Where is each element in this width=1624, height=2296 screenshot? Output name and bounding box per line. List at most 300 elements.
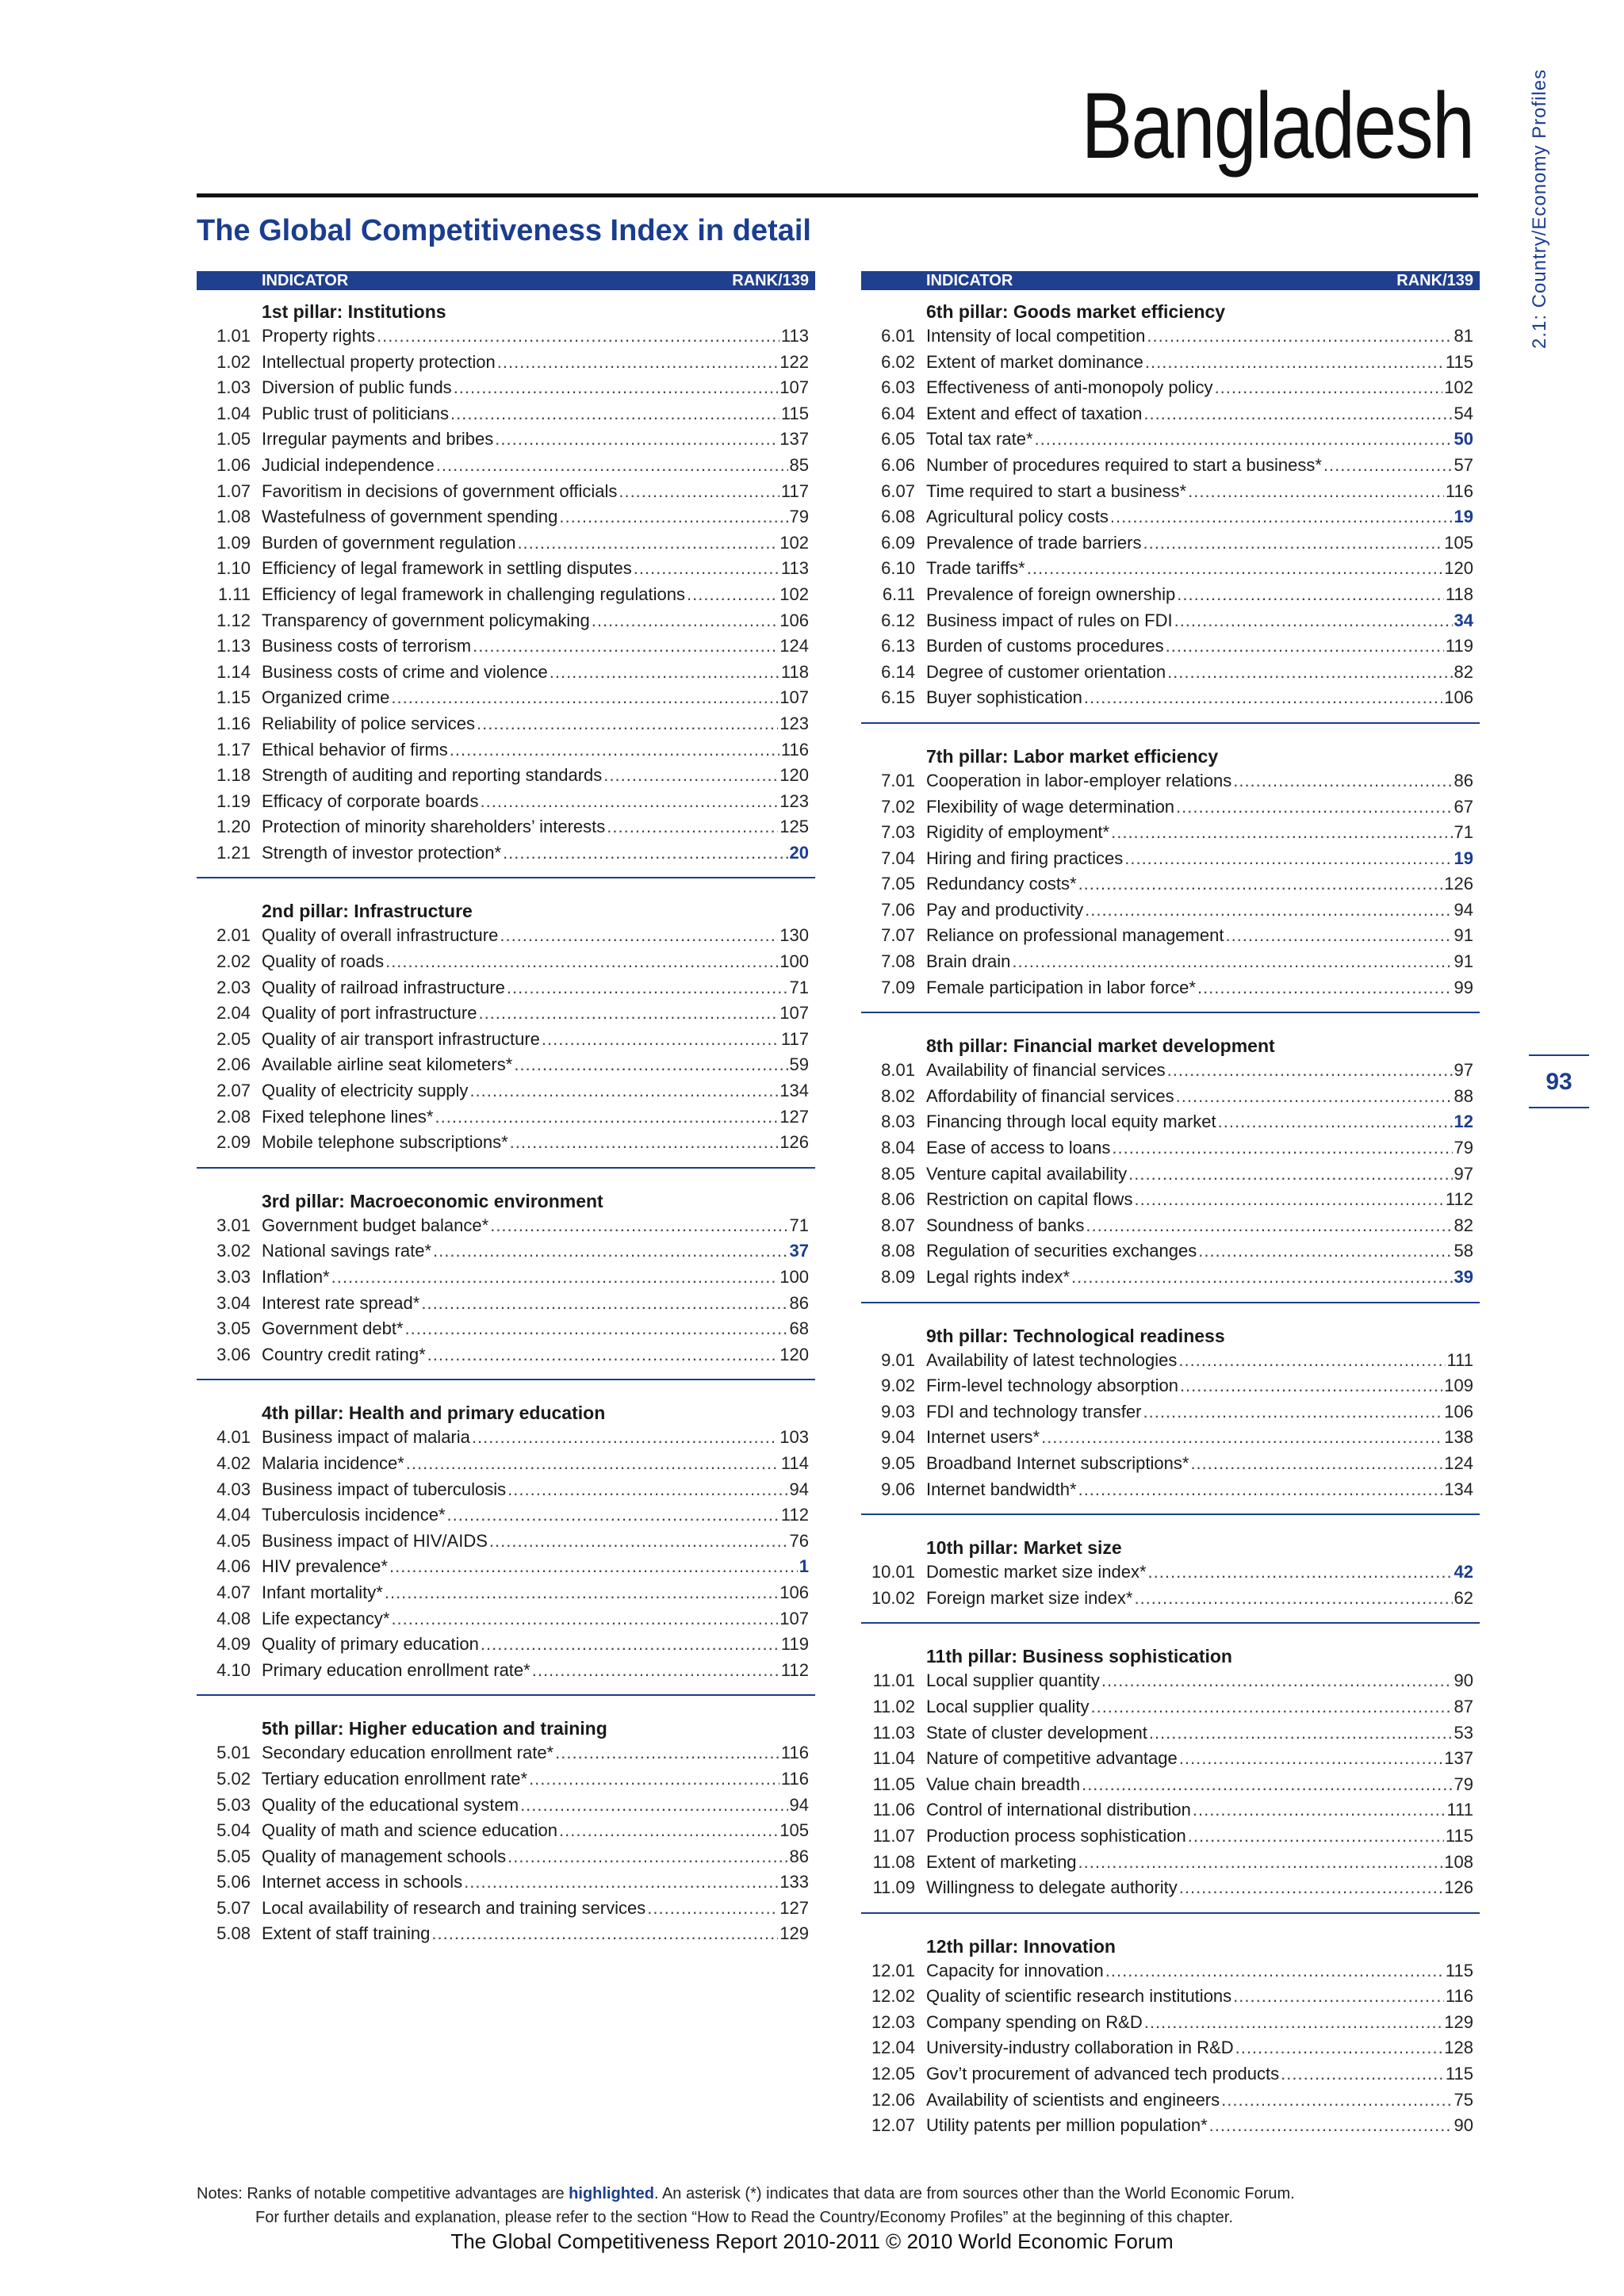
indicator-rank: 102	[779, 532, 809, 553]
indicator-code: 4.05	[216, 1530, 251, 1551]
indicator-name-cell	[926, 1058, 1454, 1084]
table-row	[861, 1958, 1480, 1984]
dot-leader	[500, 923, 778, 949]
indicator-rank: 86	[789, 1292, 809, 1313]
indicator-rank: 120	[779, 765, 809, 786]
table-row	[861, 530, 1480, 557]
dot-leader	[1110, 504, 1453, 530]
indicator-code: 7.08	[881, 951, 915, 972]
pillar-title: 4th pillar: Health and primary education	[262, 1402, 606, 1424]
table-row	[861, 1586, 1480, 1612]
dot-leader	[427, 1342, 779, 1368]
indicator-name-cell	[262, 1921, 779, 1947]
indicator-label: Public trust of politicians	[262, 403, 449, 423]
indicator-code: 6.01	[881, 326, 915, 346]
section-heading: The Global Competitiveness Index in detail	[197, 214, 811, 247]
indicator-rank: 129	[1444, 2011, 1473, 2032]
table-row	[197, 1632, 815, 1658]
indicator-rank: 118	[1445, 584, 1473, 604]
dot-leader	[1085, 897, 1452, 924]
table-row	[861, 794, 1480, 821]
indicator-code: 2.07	[216, 1081, 251, 1101]
indicator-label: Availability of latest technologies	[926, 1349, 1178, 1370]
indicator-name-cell	[262, 556, 781, 582]
indicator-name-cell	[926, 1694, 1454, 1720]
indicator-rank: 124	[1444, 1452, 1473, 1473]
table-row	[197, 1921, 815, 1947]
indicator-label: Control of international distribution	[926, 1800, 1191, 1820]
indicator-code: 7.03	[881, 822, 915, 843]
table-row	[861, 1850, 1480, 1876]
indicator-rank: 105	[779, 1820, 809, 1841]
indicator-rank: 58	[1454, 1241, 1473, 1261]
table-row	[197, 427, 815, 453]
table-row	[861, 1772, 1480, 1798]
indicator-code: 11.05	[872, 1774, 915, 1794]
table-row	[197, 1213, 815, 1239]
indicator-code: 4.10	[216, 1659, 251, 1680]
table-row	[861, 1399, 1480, 1425]
indicator-rank: 123	[779, 790, 809, 811]
indicator-name-cell	[926, 401, 1454, 427]
indicator-code: 7.04	[881, 848, 915, 868]
indicator-name-cell	[926, 1451, 1444, 1477]
notes-line-2: For further details and explanation, please refer to the section “How to Read the Country/Economy Profiles” at the beginning of this chapter.	[255, 2209, 1233, 2226]
dot-leader	[1144, 2010, 1443, 2036]
dot-leader	[1143, 1399, 1442, 1425]
indicator-code: 2.04	[216, 1003, 251, 1024]
pillar-title: 11th pillar: Business sophistication	[926, 1646, 1232, 1667]
indicator-name-cell	[926, 608, 1454, 634]
table-row	[197, 1793, 815, 1819]
indicator-rank: 126	[1444, 1877, 1473, 1898]
dot-leader	[472, 1425, 778, 1451]
indicator-label: Property rights	[262, 326, 376, 346]
indicator-name-cell	[262, 530, 779, 557]
rank-header: RANK/139	[1396, 271, 1473, 289]
indicator-rank: 134	[779, 1081, 809, 1101]
indicator-label: Value chain breadth	[926, 1774, 1081, 1794]
indicator-rank: 106	[779, 610, 809, 630]
dot-leader	[1027, 556, 1443, 582]
indicator-rank: 126	[1444, 874, 1473, 894]
indicator-name-cell	[262, 1740, 781, 1766]
table-row	[197, 660, 815, 686]
table-row	[197, 375, 815, 401]
notes-highlight-word: highlighted	[569, 2185, 654, 2202]
indicator-label: Nature of competitive advantage	[926, 1748, 1178, 1769]
indicator-rank: 102	[1444, 377, 1473, 398]
indicator-name-cell	[926, 1109, 1454, 1135]
dot-leader	[1105, 1958, 1444, 1984]
page-number-block	[1529, 1054, 1589, 1108]
table-row	[197, 1342, 815, 1368]
dot-leader	[454, 375, 779, 401]
table-row	[197, 763, 815, 789]
table-row	[197, 1658, 815, 1684]
indicator-code: 11.01	[872, 1670, 915, 1691]
indicator-code: 4.09	[216, 1634, 251, 1655]
dot-leader	[385, 1580, 778, 1606]
indicator-rank: 106	[1444, 1401, 1473, 1422]
indicator-code: 4.08	[216, 1608, 251, 1628]
indicator-name-cell	[262, 1130, 779, 1156]
indicator-name-cell	[926, 2113, 1454, 2139]
indicator-name-cell	[926, 1823, 1446, 1850]
dot-leader	[555, 1740, 779, 1766]
table-row	[861, 897, 1480, 924]
indicator-label: State of cluster development	[926, 1722, 1147, 1743]
indicator-label: Quality of scientific research institutions	[926, 1986, 1232, 2007]
indicator-label: National savings rate*	[262, 1241, 432, 1261]
indicator-label: Tertiary education enrollment rate*	[262, 1768, 528, 1789]
indicator-name-cell	[926, 820, 1454, 846]
indicator-label: Time required to start a business*	[926, 480, 1187, 501]
indicator-name-cell	[262, 660, 781, 686]
indicator-rank: 127	[779, 1897, 809, 1918]
indicator-rank: 120	[1444, 558, 1473, 579]
indicator-label: Pay and productivity	[926, 899, 1084, 920]
indicator-name-cell	[926, 685, 1444, 711]
indicator-label: Favoritism in decisions of government officials	[262, 480, 618, 501]
page-number: 93	[1545, 1069, 1572, 1095]
indicator-label: Quality of overall infrastructure	[262, 925, 499, 946]
notes	[197, 2182, 1497, 2229]
indicator-rank: 75	[1454, 2089, 1473, 2110]
right-indicator-table	[861, 271, 1480, 2139]
indicator-rank: 1	[799, 1556, 809, 1577]
indicator-label: Venture capital availability	[926, 1163, 1128, 1184]
indicator-code: 1.21	[216, 842, 251, 863]
dot-leader	[495, 427, 778, 453]
indicator-code: 1.01	[216, 326, 251, 346]
indicator-name-cell	[262, 1793, 790, 1819]
indicator-rank: 107	[779, 687, 809, 708]
table-row	[861, 1451, 1480, 1477]
dot-leader	[481, 1632, 779, 1658]
pillar-title: 9th pillar: Technological readiness	[926, 1325, 1225, 1346]
indicator-label: Willingness to delegate authority	[926, 1877, 1178, 1898]
indicator-name-cell	[926, 350, 1446, 376]
pillar-section	[197, 1167, 815, 1368]
indicator-label: Trade tariffs*	[926, 558, 1025, 579]
pillar-section	[861, 1302, 1480, 1503]
indicator-rank: 37	[789, 1241, 809, 1261]
indicator-code: 1.06	[216, 454, 251, 475]
side-section-label: 2.1: Country/Economy Profiles	[1529, 68, 1550, 349]
table-row	[861, 375, 1480, 401]
indicator-name-cell	[262, 608, 779, 634]
indicator-label: Regulation of securities exchanges	[926, 1241, 1197, 1261]
indicator-label: Broadband Internet subscriptions*	[926, 1452, 1189, 1473]
indicator-name-cell	[926, 1348, 1447, 1374]
indicator-label: University-industry collaboration in R&D	[926, 2038, 1234, 2058]
indicator-name-cell	[926, 1135, 1454, 1161]
indicator-name-cell	[262, 737, 781, 763]
indicator-rank: 94	[1454, 899, 1473, 920]
indicator-label: FDI and technology transfer	[926, 1401, 1142, 1422]
indicator-rank: 86	[1454, 770, 1473, 790]
indicator-code: 2.09	[216, 1132, 251, 1153]
indicator-name-cell	[926, 1187, 1446, 1213]
indicator-code: 3.05	[216, 1318, 251, 1339]
indicator-label: Availability of financial services	[926, 1060, 1166, 1081]
indicator-code: 10.01	[871, 1562, 915, 1582]
indicator-name-cell	[262, 1316, 790, 1342]
indicator-name-cell	[262, 1632, 781, 1658]
table-row	[197, 1606, 815, 1632]
dot-leader	[1235, 2035, 1443, 2061]
dot-leader	[477, 711, 778, 737]
indicator-code: 6.05	[881, 429, 915, 450]
dot-leader	[508, 1477, 787, 1503]
table-row	[197, 711, 815, 737]
table-row	[197, 1001, 815, 1027]
indicator-rank: 115	[1445, 1960, 1473, 1980]
indicator-label: Tuberculosis incidence*	[262, 1505, 446, 1525]
indicator-name-cell	[262, 427, 779, 453]
indicator-label: Efficiency of legal framework in settling disputes	[262, 558, 632, 579]
indicator-code: 7.07	[881, 925, 915, 946]
dot-leader	[647, 1896, 778, 1922]
indicator-code: 6.10	[881, 558, 915, 579]
indicator-label: Ease of access to loans	[926, 1138, 1111, 1158]
table-row	[197, 1130, 815, 1156]
pillar-title: 3rd pillar: Macroeconomic environment	[262, 1190, 603, 1211]
dot-leader	[1143, 401, 1452, 427]
indicator-name-cell	[262, 763, 779, 789]
indicator-name-cell	[926, 556, 1444, 582]
indicator-label: Available airline seat kilometers*	[262, 1054, 513, 1075]
indicator-label: Quality of management schools	[262, 1846, 507, 1866]
indicator-rank: 116	[780, 1743, 809, 1763]
indicator-rank: 88	[1454, 1085, 1473, 1106]
indicator-label: Efficacy of corporate boards	[262, 790, 479, 811]
indicator-rank: 108	[1444, 1851, 1473, 1872]
indicator-rank: 112	[780, 1659, 809, 1680]
table-row	[197, 949, 815, 975]
pillar-section	[861, 1912, 1480, 2139]
indicator-code: 7.06	[881, 899, 915, 920]
indicator-code: 9.02	[881, 1376, 915, 1396]
indicator-code: 4.07	[216, 1582, 251, 1602]
indicator-label: Quality of electricity supply	[262, 1081, 469, 1101]
indicator-label: Redundancy costs*	[926, 874, 1077, 894]
table-row	[197, 1896, 815, 1922]
dot-leader	[1147, 323, 1452, 350]
table-row	[197, 1425, 815, 1451]
indicator-name-cell	[926, 1958, 1446, 1984]
table-row	[861, 949, 1480, 975]
indicator-rank: 71	[789, 977, 809, 997]
indicator-name-cell	[262, 1529, 790, 1555]
indicator-label: Degree of customer orientation	[926, 661, 1166, 682]
indicator-code: 2.01	[216, 925, 251, 946]
table-row	[861, 1875, 1480, 1901]
indicator-code: 9.05	[881, 1452, 915, 1473]
indicator-label: Local supplier quantity	[926, 1670, 1100, 1691]
dot-leader	[1041, 1425, 1442, 1451]
indicator-code: 1.09	[216, 532, 251, 553]
table-row	[197, 504, 815, 530]
indicator-code: 8.05	[881, 1163, 915, 1184]
table-row	[197, 923, 815, 949]
indicator-label: Flexibility of wage determination	[926, 796, 1175, 817]
indicator-code: 8.08	[881, 1241, 915, 1261]
indicator-code: 2.08	[216, 1106, 251, 1127]
indicator-code: 7.02	[881, 796, 915, 817]
dot-leader	[1215, 375, 1443, 401]
table-row	[197, 1316, 815, 1342]
indicator-rank: 82	[1454, 661, 1473, 682]
indicator-rank: 112	[1445, 1189, 1473, 1210]
table-row	[197, 737, 815, 763]
indicator-rank: 117	[780, 480, 809, 501]
notes-prefix: Notes: Ranks of notable competitive advantages are	[197, 2185, 569, 2202]
dot-leader	[405, 1316, 788, 1342]
indicator-code: 1.19	[216, 790, 251, 811]
notes-line1-rest: . An asterisk (*) indicates that data are from sources other than the World Economic Forum.	[653, 2185, 1295, 2202]
indicator-label: Internet users*	[926, 1427, 1040, 1448]
indicator-rank: 107	[779, 1608, 809, 1628]
table-row	[861, 1797, 1480, 1823]
indicator-code: 2.06	[216, 1054, 251, 1075]
indicator-code: 11.08	[872, 1851, 915, 1872]
table-header	[861, 271, 1480, 290]
indicator-rank: 100	[779, 951, 809, 972]
table-row	[861, 1984, 1480, 2010]
indicator-code: 6.02	[881, 351, 915, 372]
pillar-section	[197, 877, 815, 1155]
table-row	[861, 2061, 1480, 2087]
indicator-code: 6.09	[881, 532, 915, 553]
dot-leader	[507, 975, 788, 1001]
indicator-label: Diversion of public funds	[262, 377, 452, 398]
table-row	[861, 2010, 1480, 2036]
indicator-code: 6.06	[881, 454, 915, 475]
table-row	[861, 1668, 1480, 1694]
dot-leader	[1197, 975, 1453, 1001]
indicator-code: 1.18	[216, 765, 251, 786]
table-row	[197, 633, 815, 660]
pillar-title: 12th pillar: Innovation	[926, 1935, 1116, 1957]
indicator-rank: 12	[1454, 1112, 1473, 1132]
indicator-label: Quality of the educational system	[262, 1794, 519, 1815]
indicator-rank: 116	[1445, 1986, 1473, 2007]
table-row	[861, 685, 1480, 711]
right-table-body	[861, 300, 1480, 2139]
indicator-label: Effectiveness of anti-monopoly policy	[926, 377, 1213, 398]
indicator-rank: 123	[779, 713, 809, 733]
indicator-code: 3.06	[216, 1344, 251, 1364]
dot-leader	[406, 1451, 779, 1477]
indicator-code: 12.03	[871, 2011, 915, 2032]
indicator-code: 5.03	[216, 1794, 251, 1815]
left-indicator-table	[197, 271, 815, 1947]
dot-leader	[447, 1502, 779, 1529]
indicator-rank: 106	[779, 1582, 809, 1602]
indicator-rank: 124	[779, 636, 809, 656]
table-row	[197, 401, 815, 427]
table-row	[197, 1027, 815, 1053]
indicator-code: 5.08	[216, 1923, 251, 1944]
indicator-rank: 125	[779, 817, 809, 837]
indicator-code: 7.01	[881, 770, 915, 790]
dot-leader	[607, 814, 778, 840]
indicator-name-cell	[262, 923, 779, 949]
indicator-label: Restriction on capital flows	[926, 1189, 1133, 1210]
table-row	[197, 1554, 815, 1580]
indicator-name-cell	[262, 789, 779, 815]
indicator-rank: 114	[780, 1452, 809, 1473]
table-row	[861, 453, 1480, 479]
dot-leader	[559, 504, 787, 530]
dot-leader	[510, 1130, 779, 1156]
indicator-name-cell	[262, 1844, 790, 1870]
indicator-code: 8.02	[881, 1085, 915, 1106]
indicator-rank: 39	[1454, 1267, 1473, 1287]
indicator-code: 11.03	[872, 1722, 915, 1743]
indicator-name-cell	[262, 1104, 779, 1131]
dot-leader	[1225, 923, 1452, 949]
table-row	[197, 1238, 815, 1265]
indicator-name-cell	[926, 2035, 1444, 2061]
country-title: Bangladesh	[1081, 74, 1473, 178]
dot-leader	[1078, 871, 1443, 897]
indicator-code: 1.05	[216, 429, 251, 450]
title-rule	[197, 193, 1478, 197]
indicator-label: Life expectancy*	[262, 1608, 390, 1628]
table-row	[861, 846, 1480, 872]
indicator-label: Strength of auditing and reporting standards	[262, 765, 603, 786]
indicator-code: 11.09	[872, 1877, 915, 1898]
indicator-code: 3.04	[216, 1292, 251, 1313]
indicator-name-cell	[926, 1772, 1454, 1798]
indicator-name-cell	[926, 949, 1454, 975]
indicator-code: 9.01	[881, 1349, 915, 1370]
indicator-code: 4.03	[216, 1479, 251, 1499]
dot-leader	[473, 633, 778, 660]
indicator-code: 11.02	[872, 1696, 915, 1716]
indicator-label: Hiring and firing practices	[926, 848, 1124, 868]
dot-leader	[1134, 1586, 1452, 1612]
indicator-rank: 19	[1454, 848, 1473, 868]
indicator-label: Business impact of malaria	[262, 1427, 470, 1448]
indicator-name-cell	[926, 1373, 1444, 1399]
table-row	[861, 479, 1480, 505]
table-row	[861, 401, 1480, 427]
indicator-rank: 86	[789, 1846, 809, 1866]
dot-leader	[1233, 768, 1452, 794]
indicator-name-cell	[926, 871, 1444, 897]
table-row	[861, 608, 1480, 634]
indicator-code: 5.06	[216, 1872, 251, 1892]
dot-leader	[1078, 1850, 1443, 1876]
dot-leader	[469, 1078, 778, 1104]
indicator-label: Business costs of crime and violence	[262, 661, 548, 682]
table-row	[197, 1869, 815, 1896]
indicator-label: Total tax rate*	[926, 429, 1033, 450]
indicator-label: Wastefulness of government spending	[262, 507, 558, 527]
dot-leader	[1145, 350, 1444, 376]
dot-leader	[1218, 1109, 1453, 1135]
indicator-code: 7.05	[881, 874, 915, 894]
dot-leader	[514, 1052, 787, 1078]
dot-leader	[450, 401, 779, 427]
indicator-name-cell	[926, 427, 1454, 453]
dot-leader	[1082, 1772, 1452, 1798]
indicator-name-cell	[262, 975, 790, 1001]
